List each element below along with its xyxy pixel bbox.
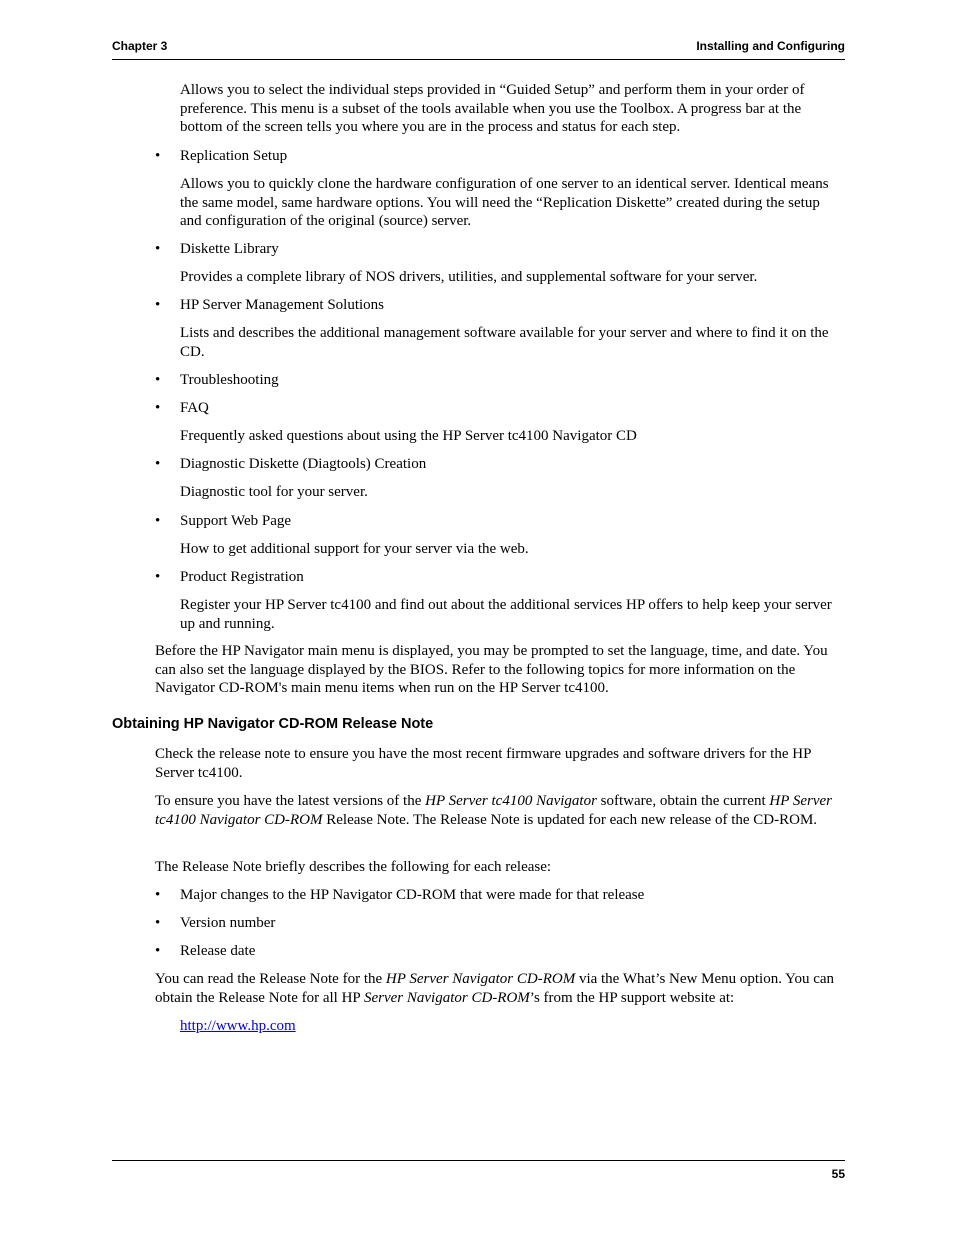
section-title: Installing and Configuring [696, 39, 845, 53]
list-item-label: Version number [180, 915, 276, 931]
section-heading: Obtaining HP Navigator CD-ROM Release Note [112, 716, 434, 732]
item-description: Diagnostic tool for your server. [180, 484, 368, 500]
bullet-icon: • [155, 943, 161, 959]
release-note-paragraph: Check the release note to ensure you have the most recent firmware upgrades and software drivers for the HP Server tc4100. [155, 746, 811, 781]
list-item-label: Support Web Page [180, 513, 292, 529]
list-item-label: Release date [180, 943, 256, 959]
item-description: Provides a complete library of NOS drivers, utilities, and supplemental software for your server. [180, 269, 758, 285]
list-item-label: HP Server Management Solutions [180, 297, 385, 313]
page-header [112, 38, 845, 60]
page-number: 55 [831, 1167, 845, 1181]
before-menu-paragraph: Before the HP Navigator main menu is displayed, you may be prompted to set the language, time, and date. You can also set the language displayed by the BIOS. Refer to the following topics for more information on the Navigator CD-ROM's main menu items when run on the HP Server tc4100. [155, 643, 828, 697]
list-item-label: Diagnostic Diskette (Diagtools) Creation [180, 456, 427, 472]
item-description: Lists and describes the additional management software available for your server and where to find it on the CD. [180, 325, 829, 360]
list-item-label: Major changes to the HP Navigator CD-ROM that were made for that release [180, 887, 645, 903]
bullet-icon: • [155, 569, 161, 585]
link-paragraph [180, 1017, 844, 1036]
list-item-label: FAQ [180, 400, 209, 416]
intro-paragraph: Allows you to select the individual steps provided in “Guided Setup” and perform them in your order of preference. This menu is a subset of the tools available when you use the Toolbox. A progress bar at the bottom of the screen tells you where you are in the process and status for each step. [180, 82, 805, 136]
hp-website-link[interactable]: http://www.hp.com [180, 1018, 296, 1034]
page-footer [112, 1160, 845, 1181]
list-item-label: Diskette Library [180, 241, 279, 257]
read-release-note-paragraph: You can read the Release Note for the HP Server Navigator CD-ROM via the What’s New Menu option. You can obtain the Release Note for all HP Server Navigator CD-ROM’s from the HP support website at: [155, 971, 835, 1006]
bullet-icon: • [155, 513, 161, 529]
item-description: Frequently asked questions about using the HP Server tc4100 Navigator CD [180, 428, 637, 444]
versions-paragraph: To ensure you have the latest versions of the HP Server tc4100 Navigator software, obtain the current HP Server tc4100 Navigator CD-ROM Release Note. The Release Note is updated for each new release of the CD-ROM. [155, 793, 832, 828]
describes-paragraph: The Release Note briefly describes the following for each release: [155, 859, 552, 875]
list-item-label: Troubleshooting [180, 372, 279, 388]
bullet-icon: • [155, 456, 161, 472]
item-description: Allows you to quickly clone the hardware configuration of one server to an identical server. Identical means the same model, same hardware options. You will need the “Replication Diskette” created during the setup and configuration of the original (source) server. [180, 176, 829, 230]
list-item-label: Product Registration [180, 569, 304, 585]
bullet-icon: • [155, 915, 161, 931]
bullet-icon: • [155, 148, 161, 164]
bullet-icon: • [155, 297, 161, 313]
bullet-icon: • [155, 400, 161, 416]
bullet-icon: • [155, 372, 161, 388]
item-description: How to get additional support for your server via the web. [180, 541, 529, 557]
list-item-label: Replication Setup [180, 148, 288, 164]
chapter-label: Chapter 3 [112, 39, 168, 53]
bullet-icon: • [155, 241, 161, 257]
item-description: Register your HP Server tc4100 and find out about the additional services HP offers to help keep your server up and running. [180, 597, 832, 632]
bullet-icon: • [155, 887, 161, 903]
